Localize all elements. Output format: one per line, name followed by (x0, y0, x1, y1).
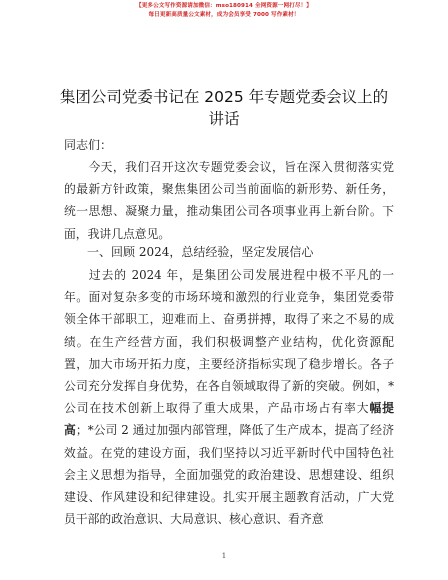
page-number: 1 (221, 552, 227, 560)
promo-banner (0, 2, 448, 20)
promo-banner-line2: 每日更新高质量公文素材，成为会员享受 7000 写作素材！ (148, 12, 300, 18)
salutation: 同志们： (64, 138, 113, 152)
paragraph-review-text-c: ；*公司 2 通过加强内部管理，降低了生产成本，提高了经济效益。在党的建设方面，我们坚持以习近平新时代中国特色社会主义思想为指导，全面加强党的政治建设、思想建设、组织建设、作风建设和纪律建设。扎实开展主题教育活动，广大党员干部的政治意识、大局意识、核心意识、看齐意 (64, 423, 394, 527)
paragraph-review-text-a: 过去的 2024 年，是集团公司发展进程中极不平凡的一年。面对复杂多变的市场环境和激烈的行业竞争，集团党委带领全体干部职工，迎难而上、奋勇拼搏，取得了来之不易的成绩。在生产经营方面，我们积极调整产业结构，优化资源配置，加大市场开拓力度，主要经济指标实现了稳步增长。各子公司充分发挥自身优势，在各自领域取得了新的突破。例如， (64, 268, 394, 394)
paragraph-review-bold: 幅提高 (64, 401, 394, 438)
title-line1: 集团公司党委书记在 2025 年专题党委会议上的 (59, 88, 389, 106)
paragraph-intro (64, 156, 394, 245)
paragraph-intro-text: 今天，我们召开这次专题党委会议，旨在深入贯彻落实党的最新方针政策，聚焦集团公司当前面临的新形势、新任务，统一思想、凝聚力量，推动集团公司各项事业再上新台阶。下面，我讲几点意见。 (64, 160, 394, 241)
promo-banner-line1: 【更多公文写作资源请加微信：mso180914 全网资源一网打尽！】 (136, 3, 312, 9)
paragraph-review (64, 264, 394, 530)
document-title (40, 86, 408, 130)
paragraph-review-text-b: *公司在技术创新上取得了重大成果，产品市场占有率大 (64, 379, 394, 416)
title-line2: 讲话 (208, 110, 240, 128)
section-heading-1: 一、回顾 2024，总结经验，坚定发展信心 (87, 245, 314, 259)
